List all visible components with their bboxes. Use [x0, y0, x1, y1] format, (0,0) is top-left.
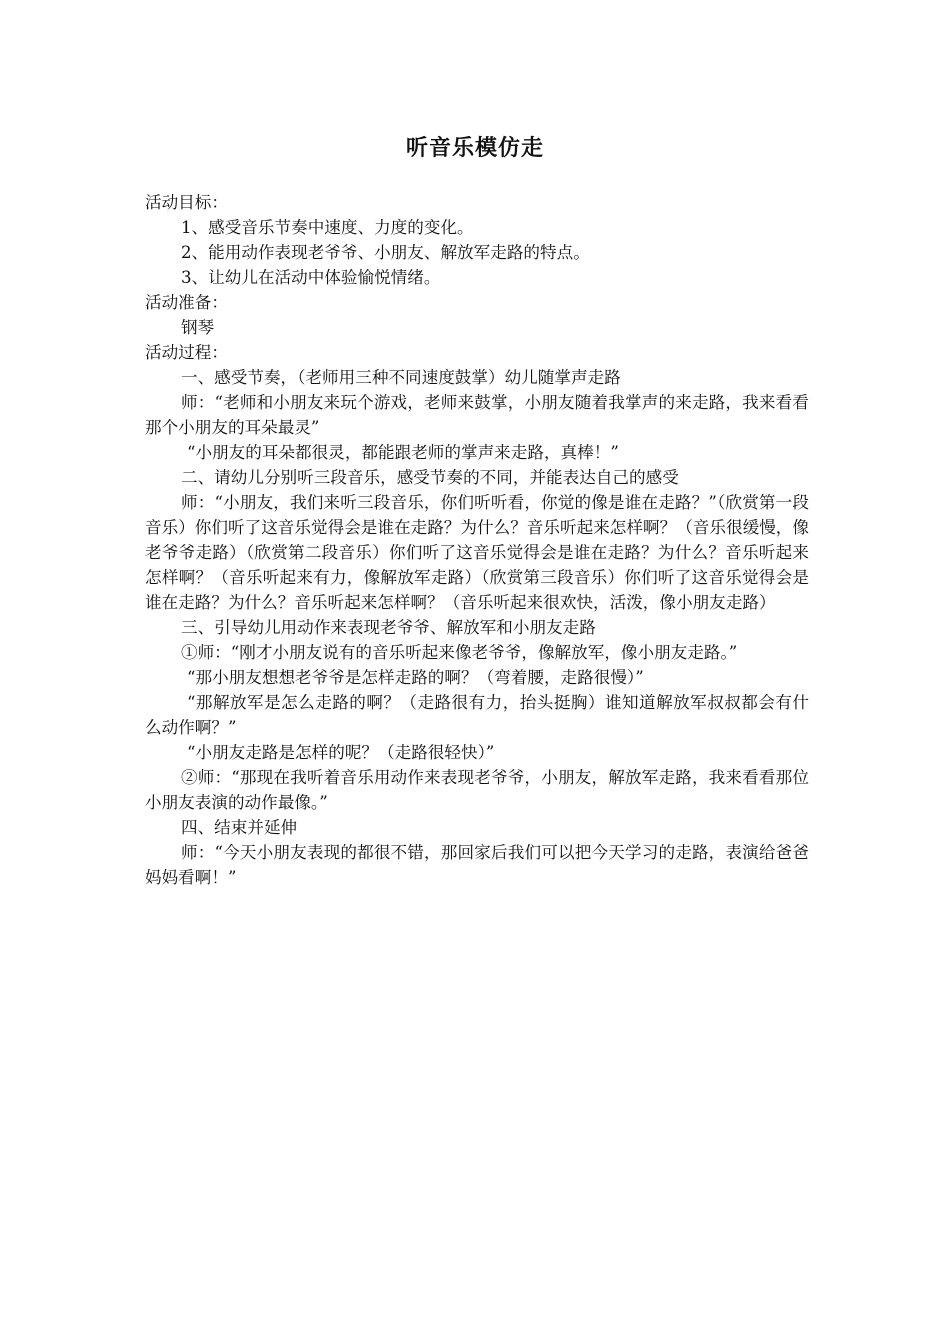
step-3-heading: 三、引导幼儿用动作来表现老爷爷、解放军和小朋友走路	[181, 618, 596, 637]
section-heading-preparation: 活动准备：	[145, 293, 228, 312]
document-title: 听音乐模仿走	[405, 136, 544, 161]
preparation-item: 钢琴	[181, 318, 215, 337]
step-3-part-1: ①师：“刚才小朋友说有的音乐听起来像老爷爷，像解放军，像小朋友走路。”	[181, 643, 738, 662]
step-3-grandpa-question: “那小朋友想想老爷爷是怎样走路的啊？（弯着腰，走路很慢）”	[187, 668, 644, 687]
step-3-child-question: “小朋友走路是怎样的呢？（走路很轻快）”	[187, 743, 495, 762]
step-3-soldier-question: “那解放军是怎么走路的啊？（走路很有力，抬头挺胸）谁知道解放军叔叔都会有什么动作啊？”	[145, 693, 809, 737]
step-4-heading: 四、结束并延伸	[181, 818, 298, 837]
step-1-heading: 一、感受节奏，（老师用三种不同速度鼓掌）幼儿随掌声走路	[181, 368, 621, 387]
goal-item-1: 1、感受音乐节奏中速度、力度的变化。	[181, 218, 474, 237]
document-body	[145, 190, 809, 890]
step-3-part-2: ②师：“那现在我听着音乐用动作来表现老爷爷，小朋友，解放军走路，我来看看那位小朋友表演的动作最像。”	[145, 768, 809, 812]
step-2-heading: 二、请幼儿分别听三段音乐，感受节奏的不同，并能表达自己的感受	[181, 468, 679, 487]
step-1-teacher-speech: 师：“老师和小朋友来玩个游戏，老师来鼓掌，小朋友随着我掌声的来走路，我来看看那个小朋友的耳朵最灵”	[145, 393, 809, 437]
step-2-teacher-speech: 师：“小朋友，我们来听三段音乐，你们听听看，你觉的像是谁在走路？”（欣赏第一段音乐）你们听了这音乐觉得会是谁在走路？为什么？音乐听起来怎样啊？（音乐很缓慢，像老爷爷走路）（欣赏第二段音乐）你们听了这音乐觉得会是谁在走路？为什么？音乐听起来怎样啊？（音乐听起来有力，像解放军走路）（欣赏第三段音乐）你们听了这音乐觉得会是谁在走路？为什么？音乐听起来怎样啊？（音乐听起来很欢快，活泼，像小朋友走路）	[145, 493, 809, 612]
goal-item-2: 2、能用动作表现老爷爷、小朋友、解放军走路的特点。	[181, 243, 590, 262]
section-heading-goals: 活动目标：	[145, 193, 228, 212]
step-1-praise: “小朋友的耳朵都很灵，都能跟老师的掌声来走路，真棒！”	[187, 443, 619, 462]
goal-item-3: 3、让幼儿在活动中体验愉悦情绪。	[181, 268, 441, 287]
step-4-teacher-speech: 师：“今天小朋友表现的都很不错，那回家后我们可以把今天学习的走路，表演给爸爸妈妈看啊！”	[145, 843, 809, 887]
section-heading-process: 活动过程：	[145, 343, 228, 362]
